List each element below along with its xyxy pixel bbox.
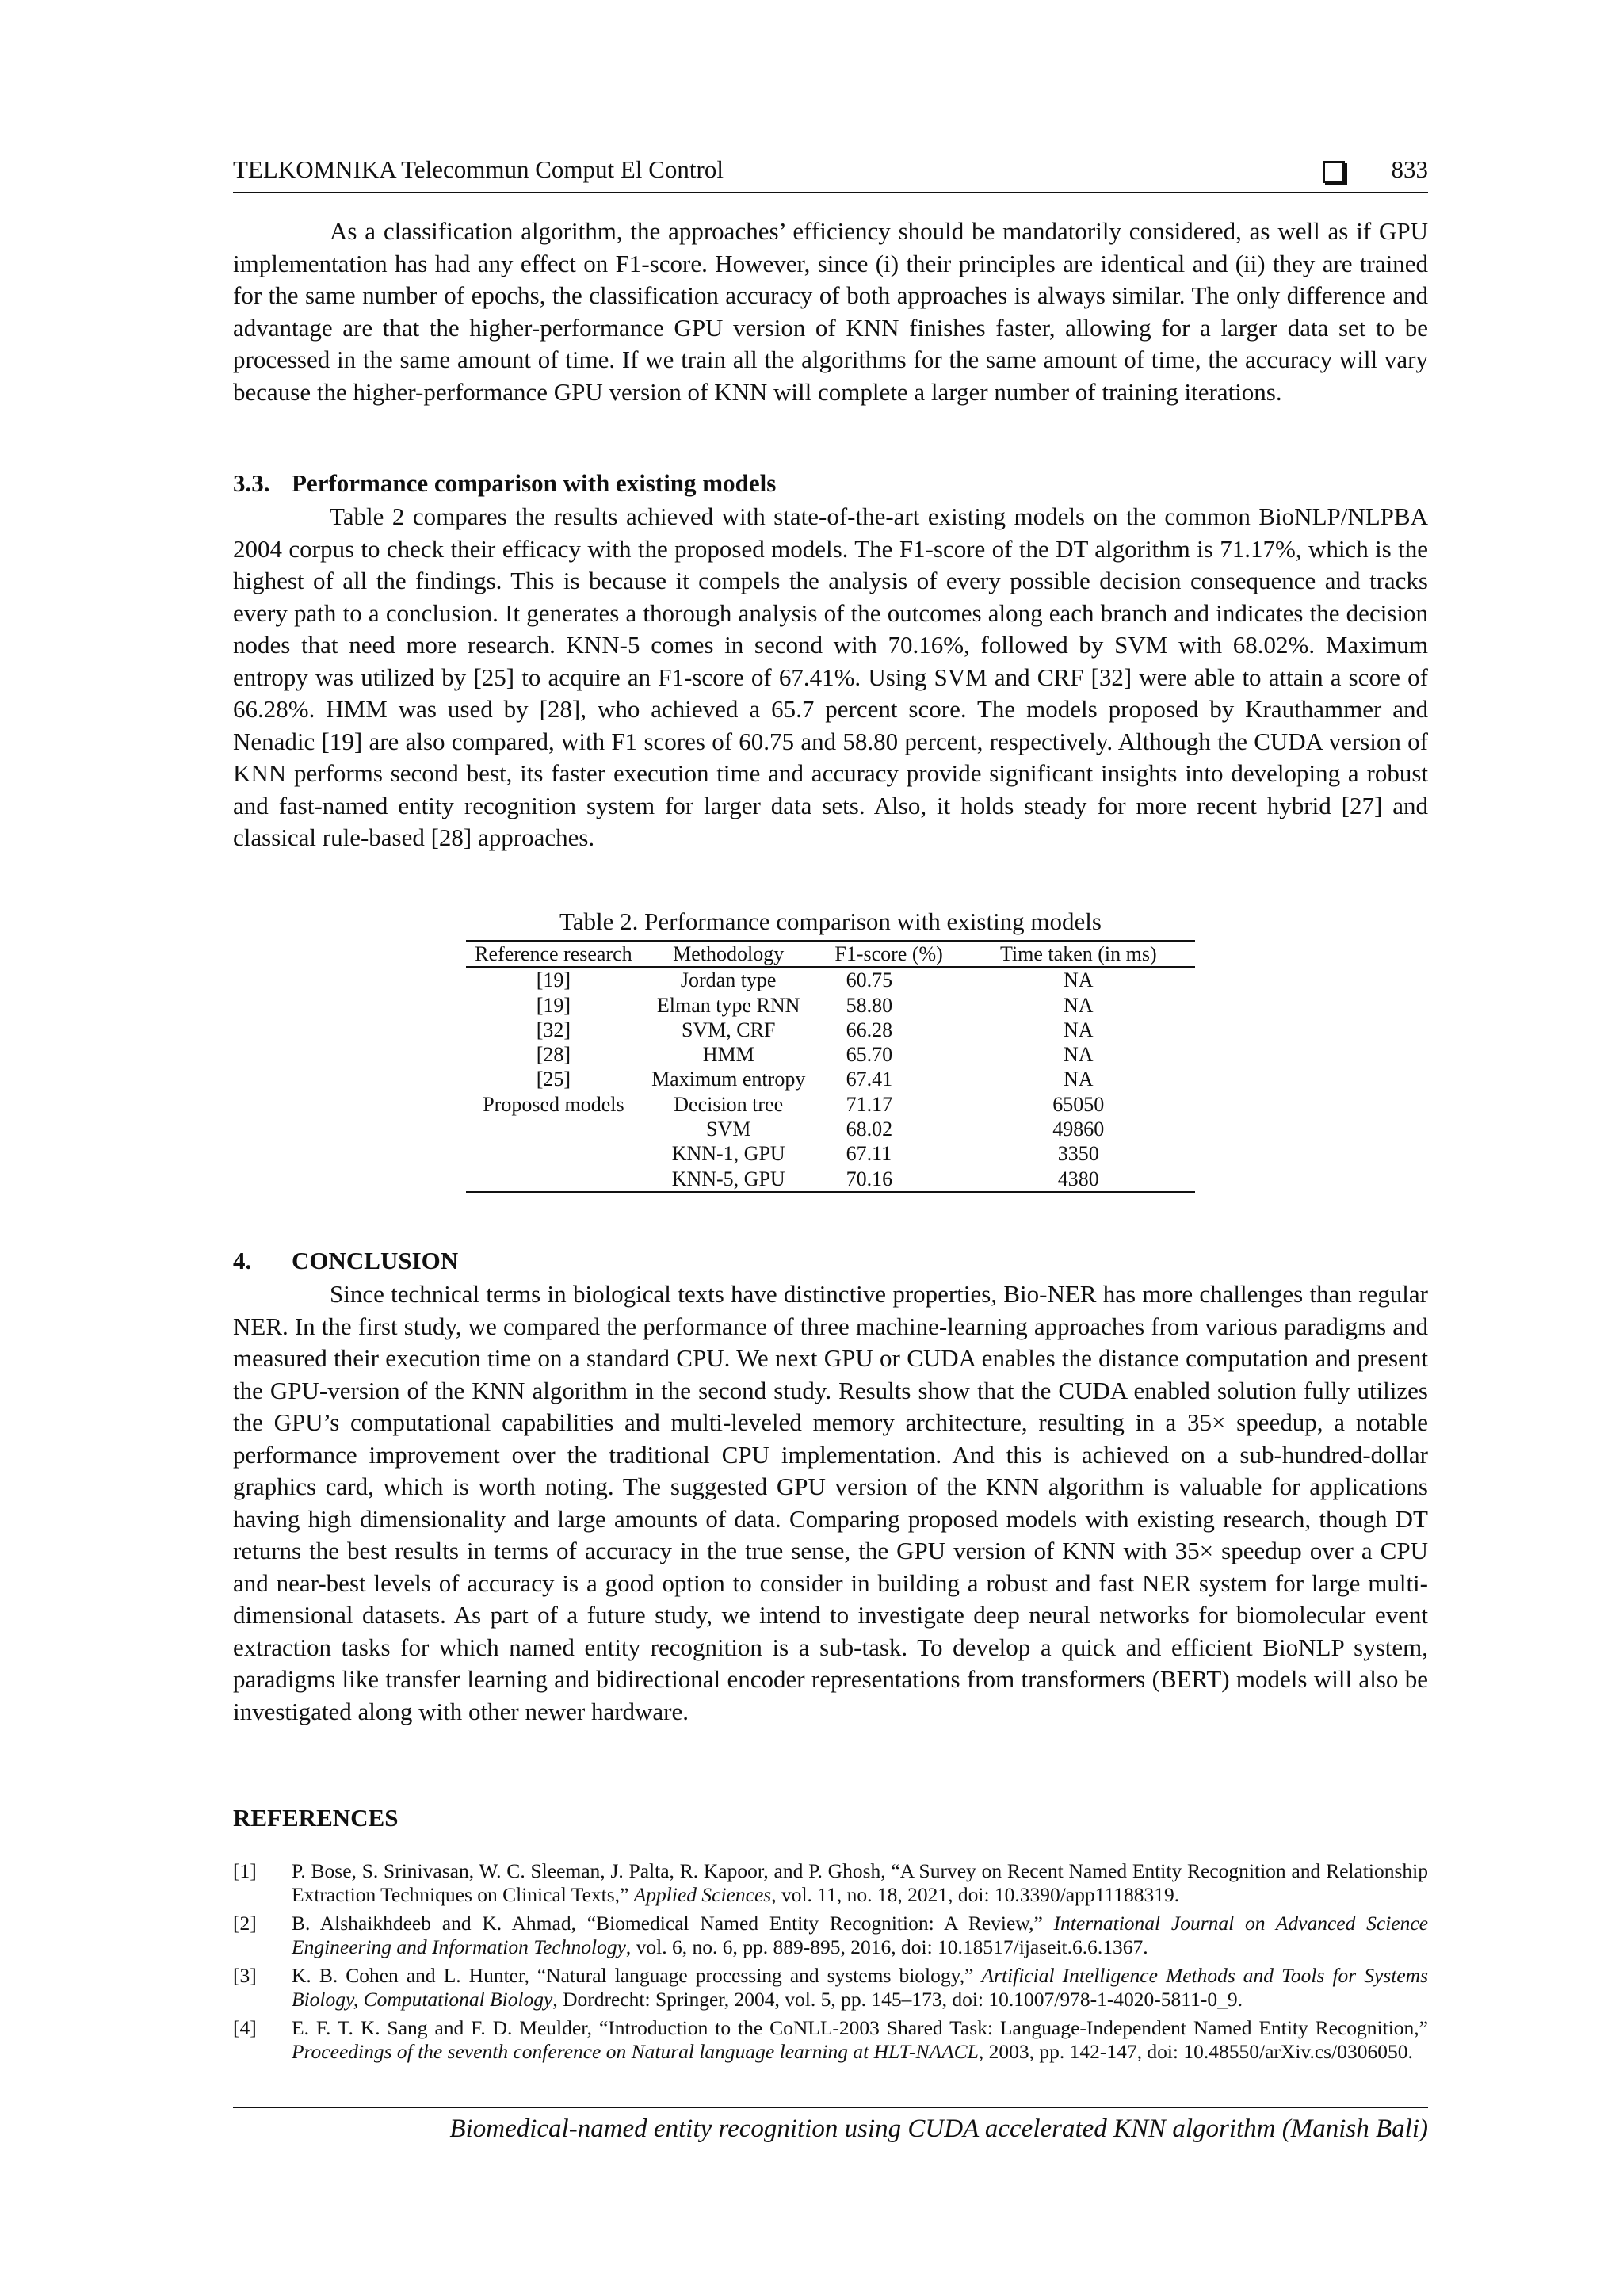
table-cell	[466, 1141, 641, 1166]
reference-item	[233, 1964, 1428, 2011]
reference-venue: Applied Sciences	[633, 1883, 772, 1906]
table-cell: NA	[1064, 1068, 1094, 1091]
reference-number: [1]	[233, 1859, 257, 1882]
table-cell: 70.16	[846, 1167, 893, 1190]
reference-venue: Proceedings of the seventh conference on Natural language learning at HLT-NAACL	[292, 2040, 979, 2063]
table-cell: NA	[1064, 1043, 1094, 1067]
reference-number: [4]	[233, 2016, 257, 2039]
section-heading-3-3	[233, 469, 776, 498]
reference-list	[233, 1859, 1428, 2069]
table-cell: [19]	[536, 968, 571, 992]
table-cell: SVM	[706, 1117, 751, 1141]
reference-venue: Artificial Intelligence Methods and Tools for Systems Biology, Computational Biology	[292, 1964, 1428, 2011]
table-cell: Decision tree	[674, 1092, 784, 1116]
table-cell: KNN-1, GPU	[671, 1142, 785, 1166]
table-cell: 3350	[1057, 1142, 1099, 1166]
table-cell: HMM	[702, 1043, 754, 1067]
table-caption: Table 2. Performance comparison with existing models	[559, 907, 1102, 935]
reference-text: B. Alshaikhdeeb and K. Ahmad, “Biomedical Named Entity Recognition: A Review,”	[292, 1912, 1054, 1935]
table-cell: 71.17	[846, 1092, 893, 1116]
paragraph-text: Table 2 compares the results achieved with state-of-the-art existing models on the common BioNLP/NLPBA 2004 corpus to check their efficacy with the proposed models. The F1-score of the DT algorithm is 71.17%, which is the highest of all the findings. This is because it compels the analysis of every possible decision consequence and tracks every path to a conclusion. It generates a thorough analysis of the outcomes along each branch and indicates the decision nodes that need more research. KNN-5 comes in second with 70.16%, followed by SVM with 68.02%. Maximum entropy was utilized by [25] to acquire an F1-score of 67.41%. Using SVM and CRF [32] were able to attain a score of 66.28%. HMM was used by [28], who achieved a 65.7 percent score. The models proposed by Krauthammer and Nenadic [19] are also compared, with F1 scores of 60.75 and 58.80 percent, respectively. Although the CUDA version of KNN performs second best, its faster execution time and accuracy provide significant insights into developing a robust and fast-named entity recognition system for larger data sets. Also, it holds steady for more recent hybrid [27] and classical rule-based [28] approaches.	[233, 502, 1428, 851]
section-heading-4	[233, 1247, 458, 1275]
running-footer	[233, 2107, 1428, 2144]
table-row	[466, 1042, 1195, 1067]
table-cell: 67.11	[846, 1142, 892, 1166]
paragraph-conclusion	[233, 1278, 1428, 1728]
performance-table	[466, 940, 1195, 1193]
section-title: Performance comparison with existing models	[292, 469, 777, 497]
table-cell: NA	[1064, 1018, 1094, 1041]
table-row	[466, 993, 1195, 1018]
reference-details: , 2003, pp. 142-147, doi: 10.48550/arXiv.cs/0306050.	[978, 2040, 1413, 2063]
table-cell: [32]	[536, 1018, 571, 1041]
table-cell: 58.80	[846, 993, 893, 1017]
reference-item	[233, 1859, 1428, 1907]
table-cell: Elman type RNN	[656, 993, 800, 1017]
table-row	[466, 1067, 1195, 1091]
reference-details: , Dordrecht: Springer, 2004, vol. 5, pp. 145–173, doi: 10.1007/978-1-4020-5811-0_9.	[552, 1988, 1243, 2011]
section-number: 3.3.	[233, 469, 270, 497]
table-cell	[466, 1167, 641, 1192]
reference-text: K. B. Cohen and L. Hunter, “Natural language processing and systems biology,”	[292, 1964, 982, 1987]
table-row	[466, 1092, 1195, 1117]
column-header: F1-score (%)	[816, 941, 962, 967]
table-cell: Proposed models	[483, 1092, 624, 1116]
paragraph-text: Since technical terms in biological texts have distinctive properties, Bio-NER has more challenges than regular NER. In the first study, we compared the performance of three machine-learning approaches from various paradigms and measured their execution time on a standard CPU. We next GPU or CUDA enables the distance computation and present the GPU-version of the KNN algorithm in the second study. Results show that the CUDA enabled solution fully utilizes the GPU’s computational capabilities and multi-leveled memory architecture, resulting in a 35× speedup, a notable performance improvement over the traditional CPU implementation. And this is achieved on a sub-hundred-dollar graphics card, which is worth noting. The suggested GPU version of the KNN algorithm is valuable for applications having high dimensionality and large amounts of data. Comparing proposed models with existing research, though DT returns the best results in terms of accuracy in the true sense, the GPU version of KNN with 35× speedup over a CPU and near-best levels of accuracy is a good option to consider in building a robust and fast NER system for large multi-dimensional datasets. As part of a future study, we intend to investigate deep neural networks for biomolecular event extraction tasks for which named entity recognition is a sub-task. To develop a quick and efficient BioNLP system, paradigms like transfer learning and bidirectional encoder representations from transformers (BERT) models will also be investigated along with other newer hardware.	[233, 1280, 1428, 1725]
references-title: REFERENCES	[233, 1804, 399, 1832]
page-number: 833	[1391, 155, 1428, 183]
table-cell: NA	[1064, 968, 1094, 992]
table-cell: [19]	[536, 993, 571, 1017]
column-header: Time taken (in ms)	[962, 941, 1195, 967]
paragraph-gpu-efficiency	[233, 216, 1428, 408]
references-heading	[233, 1804, 398, 1832]
table-row	[466, 967, 1195, 992]
table-row	[466, 1018, 1195, 1042]
reference-number: [3]	[233, 1964, 257, 1987]
reference-venue: International Journal on Advanced Science Engineering and Information Technology	[292, 1912, 1429, 1958]
reference-item	[233, 2016, 1428, 2064]
table-cell: 65050	[1052, 1092, 1105, 1116]
table-cell: 4380	[1057, 1167, 1099, 1190]
table-cell: KNN-5, GPU	[671, 1167, 785, 1190]
section-title: CONCLUSION	[292, 1247, 459, 1274]
table-header-row	[466, 941, 1195, 967]
reference-number: [2]	[233, 1912, 257, 1935]
table-cell: 60.75	[846, 968, 893, 992]
running-header	[233, 155, 1428, 193]
reference-text: E. F. T. K. Sang and F. D. Meulder, “Introduction to the CoNLL-2003 Shared Task: Language-Independent Named Entity Recognition,”	[292, 2016, 1428, 2039]
reference-item	[233, 1912, 1428, 1959]
table-cell: NA	[1064, 993, 1094, 1017]
table-cell	[466, 1117, 641, 1141]
table-cell: Maximum entropy	[651, 1068, 806, 1091]
table-cell: Jordan type	[680, 968, 777, 992]
checkbox-square-icon	[1323, 161, 1345, 183]
reference-text: P. Bose, S. Srinivasan, W. C. Sleeman, J. Palta, R. Kapoor, and P. Ghosh, “A Survey on Recent Named Entity Recognition and Relationship Extraction Techniques on Clinical Texts,”	[292, 1859, 1428, 1906]
table-cell: 66.28	[846, 1018, 893, 1041]
paragraph-performance-comparison	[233, 501, 1428, 854]
table-row	[466, 1117, 1195, 1141]
paragraph-text: As a classification algorithm, the approaches’ efficiency should be mandatorily considered, as well as if GPU implementation has had any effect on F1-score. However, since (i) their principles are identical and (ii) they are trained for the same number of epochs, the classification accuracy of both approaches is always similar. The only difference and advantage are that the higher-performance GPU version of KNN finishes faster, allowing for a larger data set to be processed in the same amount of time. If we train all the algorithms for the same amount of time, the accuracy will vary because the higher-performance GPU version of KNN will complete a larger number of training iterations.	[233, 217, 1428, 406]
column-header: Reference research	[466, 941, 641, 967]
table-cell: SVM, CRF	[681, 1018, 776, 1041]
reference-details: , vol. 11, no. 18, 2021, doi: 10.3390/app11188319.	[771, 1883, 1180, 1906]
reference-details: , vol. 6, no. 6, pp. 889-895, 2016, doi: 10.18517/ijaseit.6.6.1367.	[625, 1935, 1148, 1958]
journal-name: TELKOMNIKA Telecommun Comput El Control	[233, 155, 724, 183]
table-cell: 68.02	[846, 1117, 893, 1141]
table-cell: [25]	[536, 1068, 571, 1091]
table-cell: 49860	[1052, 1117, 1105, 1141]
table-cell: 65.70	[846, 1043, 893, 1067]
table-cell: 67.41	[846, 1068, 893, 1091]
section-number: 4.	[233, 1247, 252, 1274]
column-header: Methodology	[641, 941, 816, 967]
table-cell: [28]	[536, 1043, 571, 1067]
paper-title-footer: Biomedical-named entity recognition using CUDA accelerated KNN algorithm (Manish Bali)	[449, 2115, 1428, 2143]
table-row	[466, 1167, 1195, 1192]
table-row	[466, 1141, 1195, 1166]
